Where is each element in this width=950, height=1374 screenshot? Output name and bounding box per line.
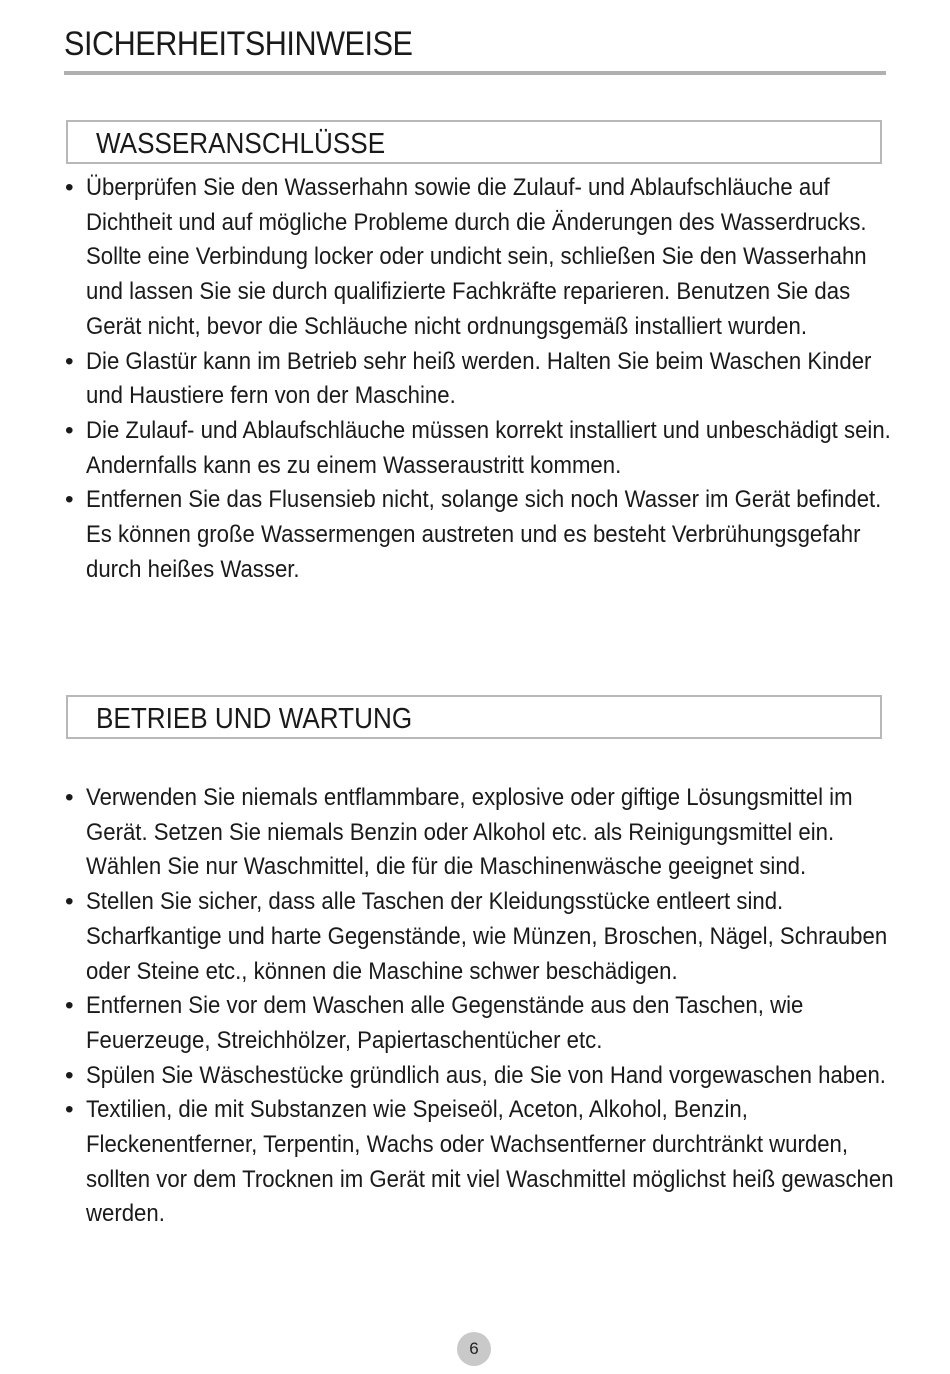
list-item: • Verwenden Sie niemals entflammbare, explosive oder giftige Lösungsmittel im Gerät. Setzen Sie niemals Benzin oder Alkohol etc. als Reinigungsmittel ein. Wählen Sie nur Waschmittel, die für die Maschinenwäsche geeignet sind. <box>65 784 853 881</box>
page-title: SICHERHEITSHINWEISE <box>64 25 413 63</box>
list-item: • Entfernen Sie das Flusensieb nicht, solange sich noch Wasser im Gerät befindet. Es können große Wassermengen austreten und es besteht Verbrühungsgefahr durch heißes Wasser. <box>65 486 882 583</box>
list-item: • Stellen Sie sicher, dass alle Taschen der Kleidungsstücke entleert sind. Scharfkantige und harte Gegenstände, wie Münzen, Broschen, Nägel, Schrauben oder Steine etc., können die Maschine schwer beschädigen. <box>65 888 888 985</box>
list-item: • Entfernen Sie vor dem Waschen alle Gegenstände aus den Taschen, wie Feuerzeuge, Streichhölzer, Papiertaschentücher etc. <box>65 992 804 1054</box>
bullet-list-wasseranschluesse <box>64 171 894 587</box>
bullet-list-betrieb-und-wartung <box>64 781 894 1232</box>
list-item: • Die Zulauf- und Ablaufschläuche müssen korrekt installiert und unbeschädigt sein. Andernfalls kann es zu einem Wasseraustritt kommen. <box>65 416 891 479</box>
list-item: • Die Glastür kann im Betrieb sehr heiß werden. Halten Sie beim Waschen Kinder und Haustiere fern von der Maschine. <box>65 347 872 410</box>
list-item: • Textilien, die mit Substanzen wie Speiseöl, Aceton, Alkohol, Benzin, Fleckenentferner, Terpentin, Wachs oder Wachsentferner durchtränkt wurden, sollten vor dem Trocknen im Gerät mit viel Waschmittel möglichst heiß gewaschen werden. <box>65 1096 894 1228</box>
page-number: 6 <box>457 1332 491 1366</box>
title-rule <box>64 71 886 75</box>
list-item: • Überprüfen Sie den Wasserhahn sowie die Zulauf- und Ablaufschläuche auf Dichtheit und auf mögliche Probleme durch die Änderungen des Wasserdrucks. Sollte eine Verbindung locker oder undicht sein, schließen Sie den Wasserhahn und lassen Sie sie durch qualifizierte Fachkräfte reparieren. Benutzen Sie das Gerät nicht, bevor die Schläuche nicht ordnungsgemäß installiert wurden. <box>65 174 867 340</box>
section-heading-text: BETRIEB UND WARTUNG <box>96 703 413 735</box>
section-heading-text: WASSERANSCHLÜSSE <box>96 128 386 160</box>
section-heading-wasseranschluesse <box>66 120 882 164</box>
section-heading-betrieb-und-wartung <box>66 695 882 739</box>
list-item: • Spülen Sie Wäschestücke gründlich aus, die Sie von Hand vorgewaschen haben. <box>65 1061 886 1089</box>
